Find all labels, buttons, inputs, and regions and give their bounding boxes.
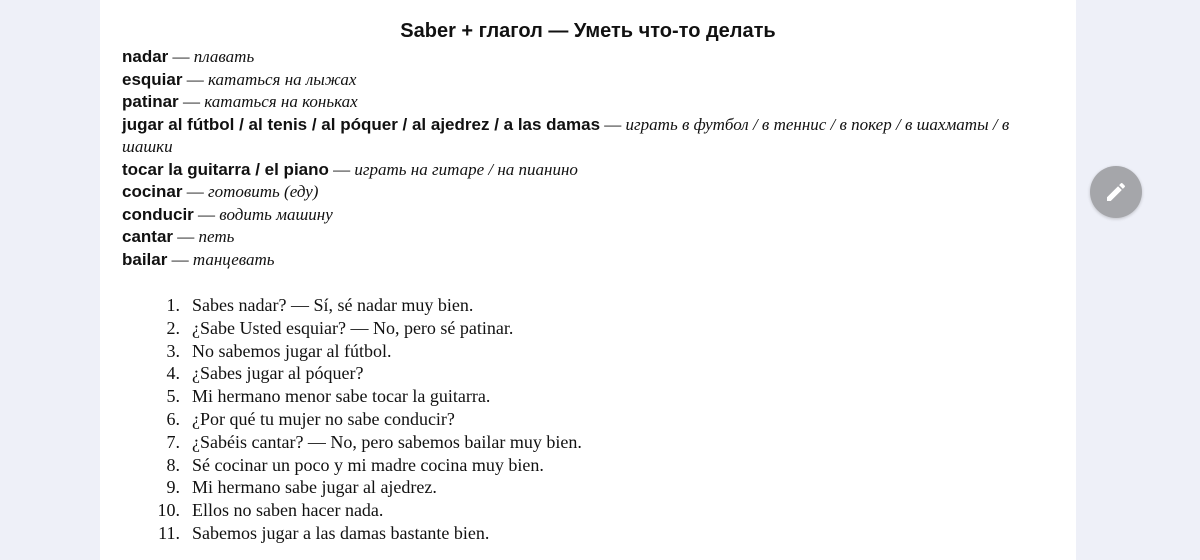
pencil-icon bbox=[1104, 180, 1128, 204]
vocab-dash: — bbox=[600, 114, 626, 134]
vocab-dash: — bbox=[167, 249, 193, 269]
sentence-item bbox=[140, 362, 1020, 385]
sentence-text: ¿Sabe Usted esquiar? — No, pero sé patinar. bbox=[192, 317, 514, 338]
vocab-translation: играть в футбол / в теннис / в покер / в шахматы / в шашки bbox=[122, 114, 1010, 156]
sentence-item bbox=[140, 454, 1020, 477]
vocab-item bbox=[122, 114, 1022, 159]
sentence-item bbox=[140, 385, 1020, 408]
vocab-translation: кататься на лыжах bbox=[207, 69, 357, 89]
sentence-text: Sabemos jugar a las damas bastante bien. bbox=[192, 522, 490, 543]
sentence-text: Sabes nadar? — Sí, sé nadar muy bien. bbox=[192, 295, 474, 315]
sentence-text: ¿Sabes jugar al póquer? bbox=[192, 363, 364, 384]
sentence-list bbox=[140, 294, 1020, 545]
edit-button[interactable] bbox=[1090, 166, 1142, 218]
sentence-item bbox=[140, 499, 1020, 522]
page-title: Saber + глагол — Уметь что-то делать bbox=[400, 20, 776, 42]
vocab-dash: — bbox=[173, 227, 199, 246]
sentence-item bbox=[140, 408, 1020, 431]
sentence-number: 8. bbox=[166, 454, 180, 475]
sentence-text: Mi hermano menor sabe tocar la guitarra. bbox=[192, 386, 491, 407]
sentence-text: Sé cocinar un poco y mi madre cocina muy bien. bbox=[192, 454, 544, 475]
vocab-translation: водить машину bbox=[219, 204, 333, 224]
sentence-number: 7. bbox=[166, 431, 180, 452]
sentence-text: ¿Sabéis cantar? — No, pero sabemos bailar muy bien. bbox=[192, 431, 582, 452]
vocab-item bbox=[122, 159, 1022, 182]
vocab-term: cocinar bbox=[122, 182, 183, 201]
vocab-item bbox=[122, 226, 1022, 249]
sentence-number: 4. bbox=[166, 363, 180, 384]
sentence-number: 5. bbox=[166, 386, 180, 407]
sentence-text: Mi hermano sabe jugar al ajedrez. bbox=[192, 477, 437, 498]
sentence-number: 11. bbox=[158, 522, 180, 543]
vocab-translation: кататься на коньках bbox=[204, 92, 358, 111]
sentence-item bbox=[140, 431, 1020, 454]
vocab-item bbox=[122, 181, 1022, 204]
sentence-item bbox=[140, 317, 1020, 340]
vocab-dash: — bbox=[178, 92, 205, 111]
sentence-item bbox=[140, 294, 1020, 317]
sentence-number: 6. bbox=[166, 408, 180, 429]
sentence-text: No sabemos jugar al fútbol. bbox=[192, 340, 392, 361]
sentence-number: 2. bbox=[166, 317, 180, 338]
vocab-translation: играть на гитаре / на пианино bbox=[354, 159, 578, 179]
vocab-term: jugar al fútbol / al tenis / al póquer / al ajedrez / a las damas bbox=[122, 114, 601, 134]
vocab-translation: плавать bbox=[193, 47, 255, 66]
sentence-item bbox=[140, 522, 1020, 545]
vocab-dash: — bbox=[182, 182, 208, 201]
vocab-term: nadar bbox=[122, 47, 169, 66]
vocabulary-list bbox=[122, 46, 1022, 271]
sentence-item bbox=[140, 340, 1020, 363]
document-page bbox=[100, 0, 1076, 560]
vocab-translation: петь bbox=[198, 227, 235, 246]
vocab-dash: — bbox=[168, 47, 194, 66]
vocab-dash: — bbox=[193, 204, 220, 224]
sentence-number: 1. bbox=[166, 295, 180, 315]
vocab-term: tocar la guitarra / el piano bbox=[122, 159, 329, 179]
vocab-item bbox=[122, 69, 1022, 92]
vocab-term: patinar bbox=[122, 92, 179, 111]
sentence-item bbox=[140, 476, 1020, 499]
sentence-number: 10. bbox=[157, 500, 180, 521]
vocab-term: esquiar bbox=[122, 69, 183, 89]
vocab-dash: — bbox=[182, 69, 208, 89]
sentence-text: Ellos no saben hacer nada. bbox=[192, 500, 384, 521]
vocab-translation: готовить (еду) bbox=[207, 182, 319, 201]
vocab-item bbox=[122, 204, 1022, 227]
vocab-term: conducir bbox=[122, 204, 194, 224]
sentence-text: ¿Por qué tu mujer no sabe conducir? bbox=[192, 408, 455, 429]
vocab-item bbox=[122, 249, 1022, 272]
vocab-translation: танцевать bbox=[192, 249, 275, 269]
vocab-item bbox=[122, 46, 1022, 69]
vocab-item bbox=[122, 91, 1022, 114]
vocab-term: cantar bbox=[122, 227, 174, 246]
vocab-dash: — bbox=[328, 159, 355, 179]
vocab-term: bailar bbox=[122, 249, 168, 269]
sentence-number: 9. bbox=[166, 477, 180, 498]
sentence-number: 3. bbox=[166, 340, 180, 361]
